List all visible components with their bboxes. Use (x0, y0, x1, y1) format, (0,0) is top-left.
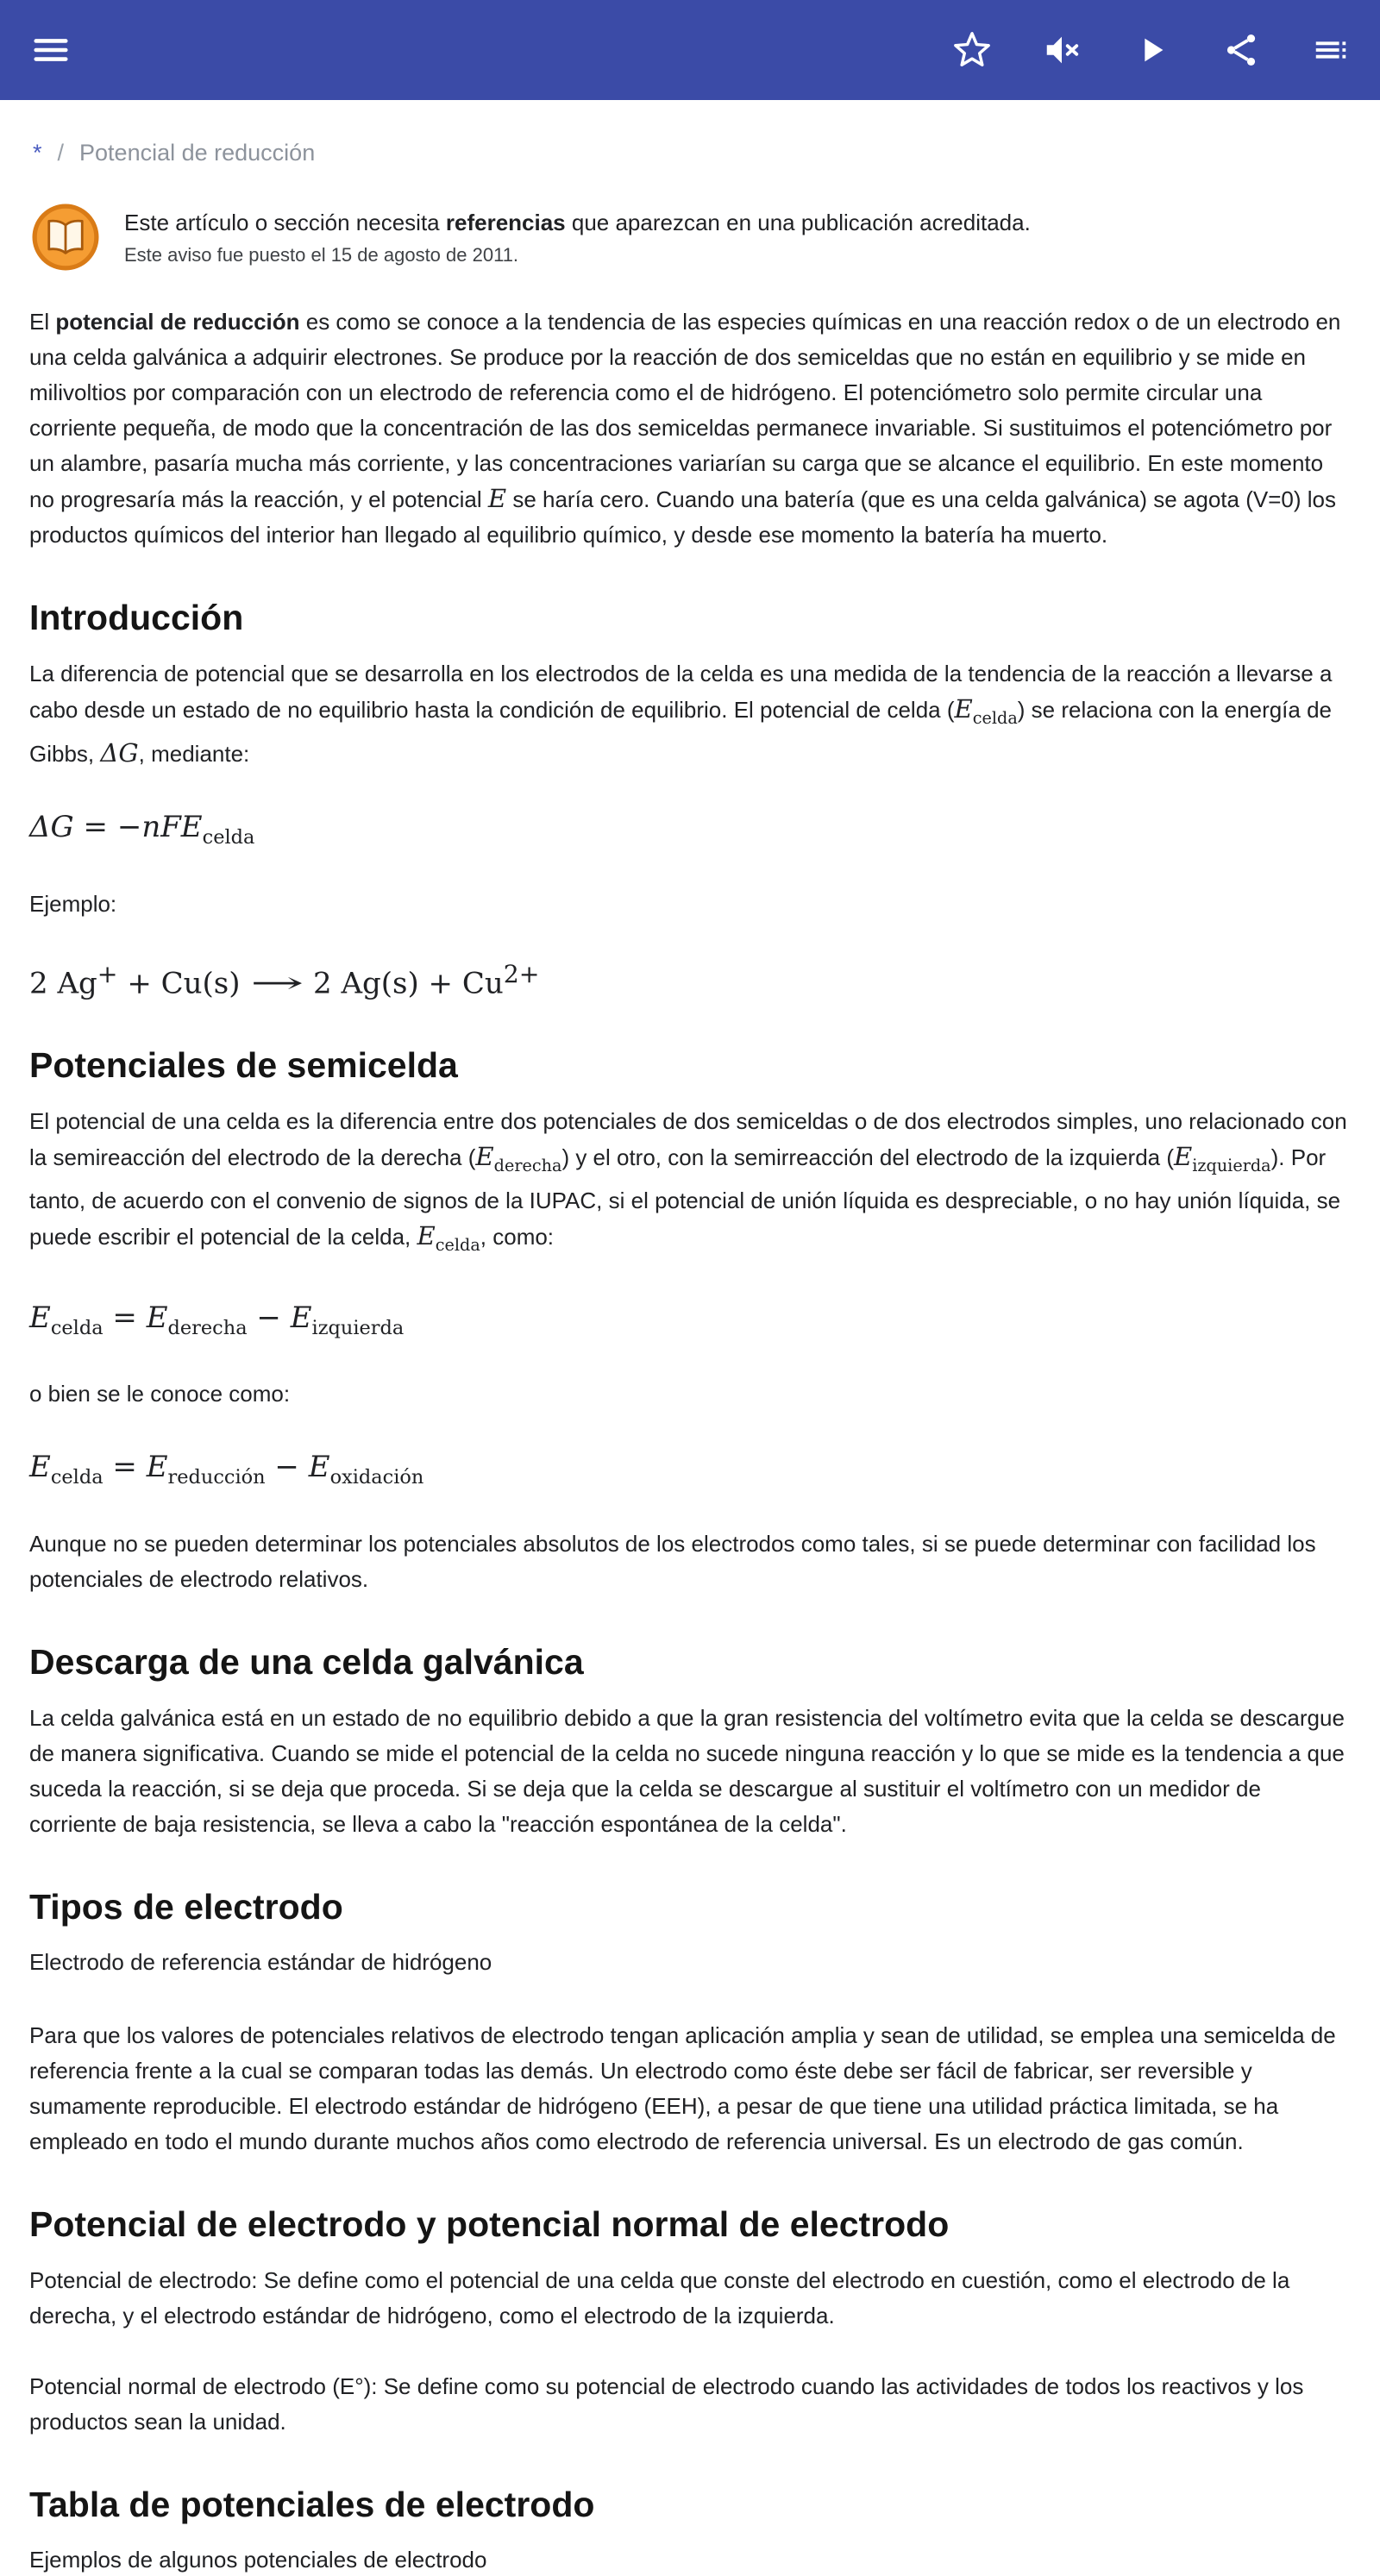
contents-button[interactable] (1306, 25, 1356, 75)
notice-date: Este aviso fue puesto el 15 de agosto de 2011. (124, 243, 519, 266)
potencial-electrodo-paragraph-2: Potencial normal de electrodo (E°): Se define como su potencial de electrodo cuando las actividades de todos los reactivos y los productos sean la unidad. (29, 2373, 1304, 2435)
breadcrumb (33, 140, 1351, 166)
page-title: Potencial de reducción (79, 140, 316, 166)
semicelda-paragraph: El potencial de una celda es la diferencia entre dos potenciales de dos semiceldas o de dos electrodos simples, uno relacionado con la semireacción del electrodo de la derecha $(E_{derecha})$ y el otro, con la semirreacción del electrodo de la izquierda $(E_{izquierda})$. Por tanto, de acuerdo con el convenio de signos de la IUPAC, si el potencial de unión líquida es despreciable, o no hay unión líquida, se puede escribir el potencial de la celda, $E_{celda}$, como: (29, 1107, 1347, 1255)
notice-line1: Este artículo o sección necesita referencias que aparezcan en una publicación acreditada. (124, 209, 1031, 235)
article-content (0, 140, 1380, 2576)
lead-paragraph: El potencial de reducción es como se conoce a la tendencia de las especies químicas en una reacción redox o de un electrodo en una celda galvánica a adquirir electrones. Se produce por la reacción de dos semiceldas que no están en equilibrio y se mide en milivoltios por comparación con un electrodo de referencia como el de hidrógeno. El potenciómetro solo permite circular una corriente pequeña, de modo que la concentración de las dos semiceldas permanece invariable. Si sustituimos el potenciómetro por un alambre, pasaría mucha más corriente, y las concentraciones variarían su carga que se alcance el equilibrio. En este momento no progresaría más la reacción, y el potencial E se haría cero. Cuando una batería (que es una celda galvánica) se agota (V=0) los productos químicos del interior han llegado al equilibrio químico, y desde ese momento la batería ha muerto. (29, 309, 1341, 548)
section-heading-introduccion: Introducción (29, 598, 244, 637)
breadcrumb-separator: / (57, 140, 65, 166)
share-icon (1221, 30, 1261, 70)
breadcrumb-home-link[interactable]: * (33, 140, 42, 166)
references-notice (29, 201, 1351, 273)
gibbs-formula: ΔG = −nFE$_{celda}$ (29, 809, 255, 849)
reaction-arrow: → (249, 965, 304, 1000)
ejemplo-label: Ejemplo: (29, 890, 117, 917)
section-heading-potencial-electrodo: Potencial de electrodo y potencial normal de electrodo (29, 2204, 950, 2245)
section-heading-tipos: Tipos de electrodo (29, 1887, 343, 1927)
star-outline-icon (952, 30, 992, 70)
tipos-paragraph: Para que los valores de potenciales relativos de electrodo tengan aplicación amplia y sean de utilidad, se emplea una semicelda de referencia frente a la cual se comparan todas las demás. Un electrodo como éste debe ser fácil de fabricar, ser reversible y sumamente reproducible. El electrodo estándar de hidrógeno (EEH), a pesar de que tiene una utilidad práctica limitada, se ha empleado en todo el mundo durante muchos años como electrodo de referencia universal. Es un electrodo de gas común. (29, 2022, 1336, 2155)
notice-text (124, 207, 1031, 268)
play-icon (1132, 30, 1171, 70)
tabla-subtitle: Ejemplos de algunos potenciales de electrodo (29, 2547, 487, 2573)
semicelda-paragraph-2: Aunque no se pueden determinar los potenciales absolutos de los electrodos como tales, si se puede determinar con facilidad los potenciales de electrodo relativos. (29, 1531, 1316, 1593)
menu-icon (31, 30, 71, 70)
share-button[interactable] (1216, 25, 1266, 75)
toc-icon (1311, 30, 1351, 70)
appbar-actions (947, 25, 1356, 75)
section-heading-descarga: Descarga de una celda galvánica (29, 1642, 584, 1683)
redox-potential-formula: $E_{celda} = E_{reducción} - E_{oxidación}$ (29, 1450, 424, 1489)
section-heading-tabla: Tabla de potenciales de electrodo (29, 2485, 595, 2525)
potencial-electrodo-paragraph-1: Potencial de electrodo: Se define como el potencial de una celda que conste del electrodo en cuestión, como el electrodo de la derecha, y el electrodo estándar de hidrógeno, como el electrodo de la izquierda. (29, 2267, 1290, 2329)
introduccion-paragraph: La diferencia de potencial que se desarrolla en los electrodos de la celda es una medida de la tendencia de la reacción a llevarse a cabo desde un estado de no equilibrio hasta la condición de equilibrio. El potencial de celda $(E_{celda})$ se relaciona con la energía de Gibbs, ΔG, mediante: (29, 661, 1333, 768)
bookmark-button[interactable] (947, 25, 997, 75)
read-aloud-button[interactable] (1037, 25, 1087, 75)
book-icon (29, 201, 102, 273)
cell-potential-formula: $E_{celda} = E_{derecha} - E_{izquierda}$ (29, 1300, 405, 1339)
play-button[interactable] (1126, 25, 1176, 75)
app-bar (0, 0, 1380, 100)
example-reaction: 2 Ag+ + Cu(s) → 2 $Ag(s) + Cu^{2+}$ (29, 959, 540, 1000)
section-heading-semicelda: Potenciales de semicelda (29, 1044, 458, 1085)
semicelda-alt-text: o bien se le conoce como: (29, 1381, 291, 1407)
menu-button[interactable] (26, 25, 76, 75)
tipos-subtitle: Electrodo de referencia estándar de hidrógeno (29, 1949, 492, 1976)
volume-off-icon (1042, 30, 1082, 70)
descarga-paragraph: La celda galvánica está en un estado de no equilibrio debido a que la gran resistencia del voltímetro evita que la celda se descargue de manera significativa. Cuando se mide el potencial de la celda no sucede ninguna reacción y lo que se mide es la tendencia a que suceda la reacción, si se deja que proceda. Si se deja que la celda se descargue al sustituir el voltímetro con un medidor de corriente de baja resistencia, se lleva a cabo la "reacción espontánea de la celda". (29, 1705, 1345, 1838)
